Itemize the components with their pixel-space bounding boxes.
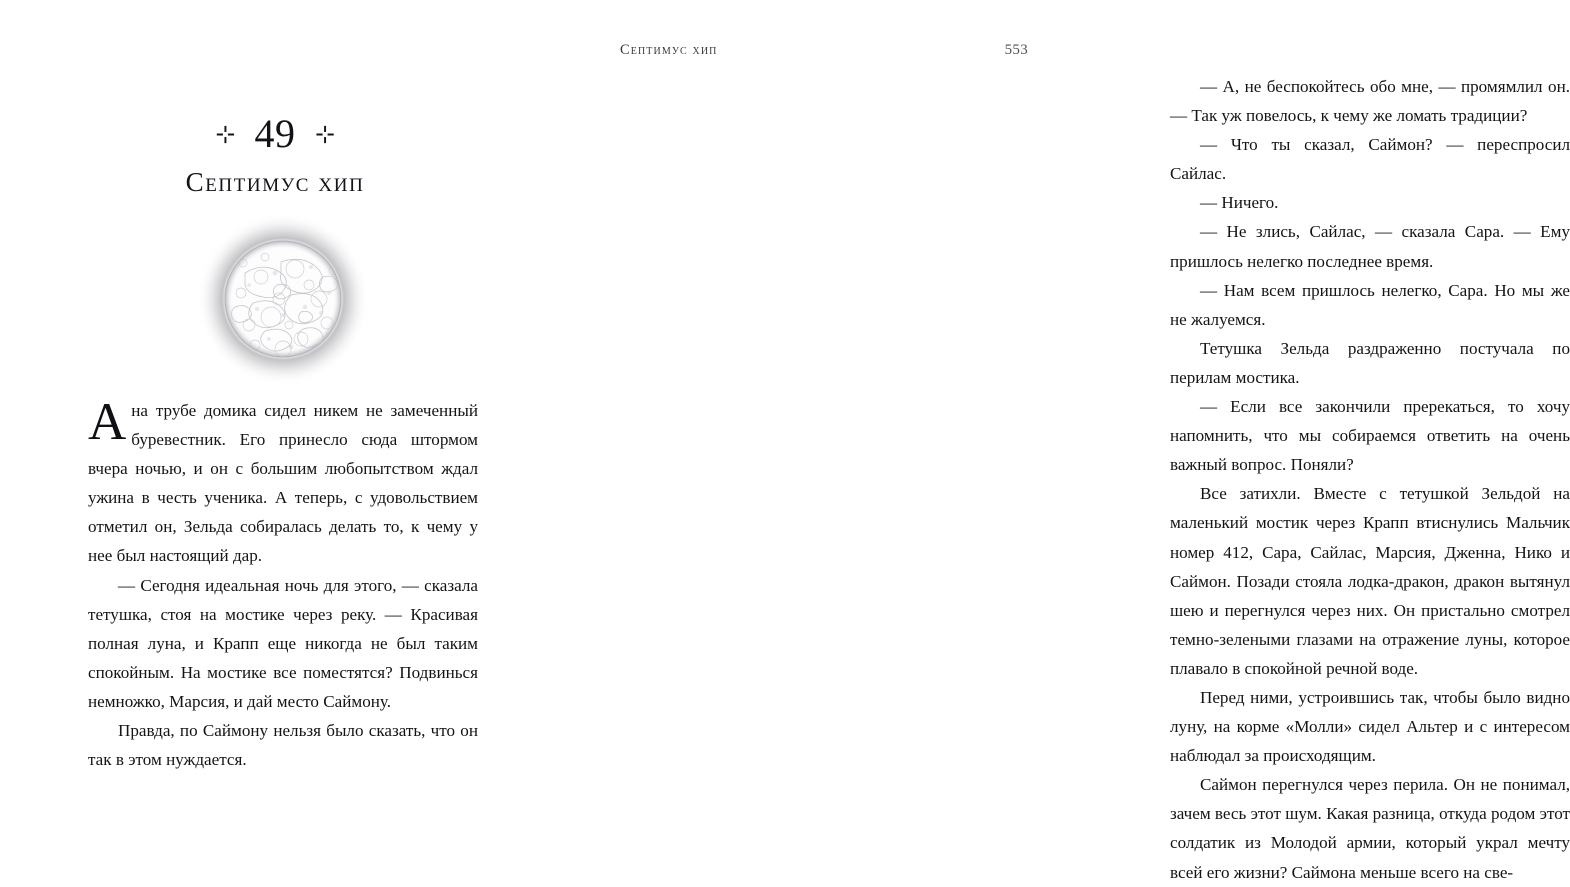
- paragraph: — Ничего.: [1200, 193, 1279, 213]
- page-number: 553: [1004, 42, 1028, 58]
- paragraph: — Сегодня идеальная ночь для этого, — сказала тетушка, стоя на мостике через реку. — Красивая полная луна, и Крапп еще никогда не был таким спокойным. На мостике все поместятся? Подвинься немножко, Марсия, и дай место Саймону.: [88, 575, 478, 711]
- ornament-left-icon: ⊹: [215, 122, 236, 148]
- running-head: [620, 42, 1028, 64]
- paragraph: Все затихли. Вместе с тетушкой Зельдой на маленький мостик через Крапп втиснулись Мальчик номер 412, Сара, Сайлас, Марсия, Дженна, Нико и Саймон. Позади стояла лодка-дракон, дракон вытянул шею и перегнулся через них. Он пристально смотрел темно-зелеными глазами на отражение луны, которое плавало в спокойной речной воде.: [1170, 484, 1570, 678]
- full-moon-illustration: [183, 207, 383, 397]
- left-column-text: [88, 393, 478, 774]
- chapter-number: 49: [254, 111, 296, 156]
- paragraph: Правда, по Саймону нельзя было сказать, что он так в этом нуждается.: [88, 721, 478, 770]
- paragraph: Саймон перегнулся через перила. Он не понимал, зачем весь этот шум. Какая разница, откуда родом этот солдатик из Молодой армии, который украл мечту всей его жизни? Саймона меньше всего на све-: [1170, 775, 1570, 882]
- paragraph: — А, не беспокойтесь обо мне, — промямлил он. — Так уж повелось, к чему же ломать традиции?: [1170, 77, 1570, 126]
- right-column-text: [1170, 72, 1570, 887]
- paragraph: Перед ними, устроившись так, чтобы было видно луну, на корме «Молли» сидел Альтер и с интересом наблюдал за происходящим.: [1170, 687, 1570, 766]
- chapter-title: Септимус хип: [185, 167, 365, 197]
- paragraph: — Не злись, Сайлас, — сказала Сара. — Ему пришлось нелегко последнее время.: [1170, 222, 1570, 271]
- ornament-right-icon: ⊹: [314, 122, 335, 148]
- left-page: [0, 0, 550, 786]
- moon-icon: [183, 207, 383, 397]
- drop-cap: А: [88, 393, 127, 451]
- chapter-number-line: [60, 108, 490, 160]
- paragraph: — Что ты сказал, Саймон? — переспросил Сайлас.: [1170, 135, 1570, 184]
- paragraph: [88, 393, 478, 571]
- running-head-title: Септимус хип: [620, 42, 718, 58]
- paragraph: — Нам всем пришлось нелегко, Сара. Но мы же не жалуемся.: [1170, 280, 1570, 329]
- paragraph: Тетушка Зельда раздраженно постучала по перилам мостика.: [1170, 338, 1570, 387]
- paragraph: — Если все закончили пререкаться, то хочу напомнить, что мы собираемся ответить на очень важный вопрос. Поняли?: [1170, 397, 1570, 475]
- paragraph-text: на трубе домика сидел никем не замеченный буревестник. Его принесло сюда штормом вчера ночью, и он с большим любопытством ждал ужина в честь ученика. А теперь, с удовольствием отметил он, Зельда собиралась делать то, к чему у нее был настоящий дар.: [88, 401, 478, 566]
- chapter-opener: [60, 108, 490, 198]
- right-page: [550, 0, 1570, 882]
